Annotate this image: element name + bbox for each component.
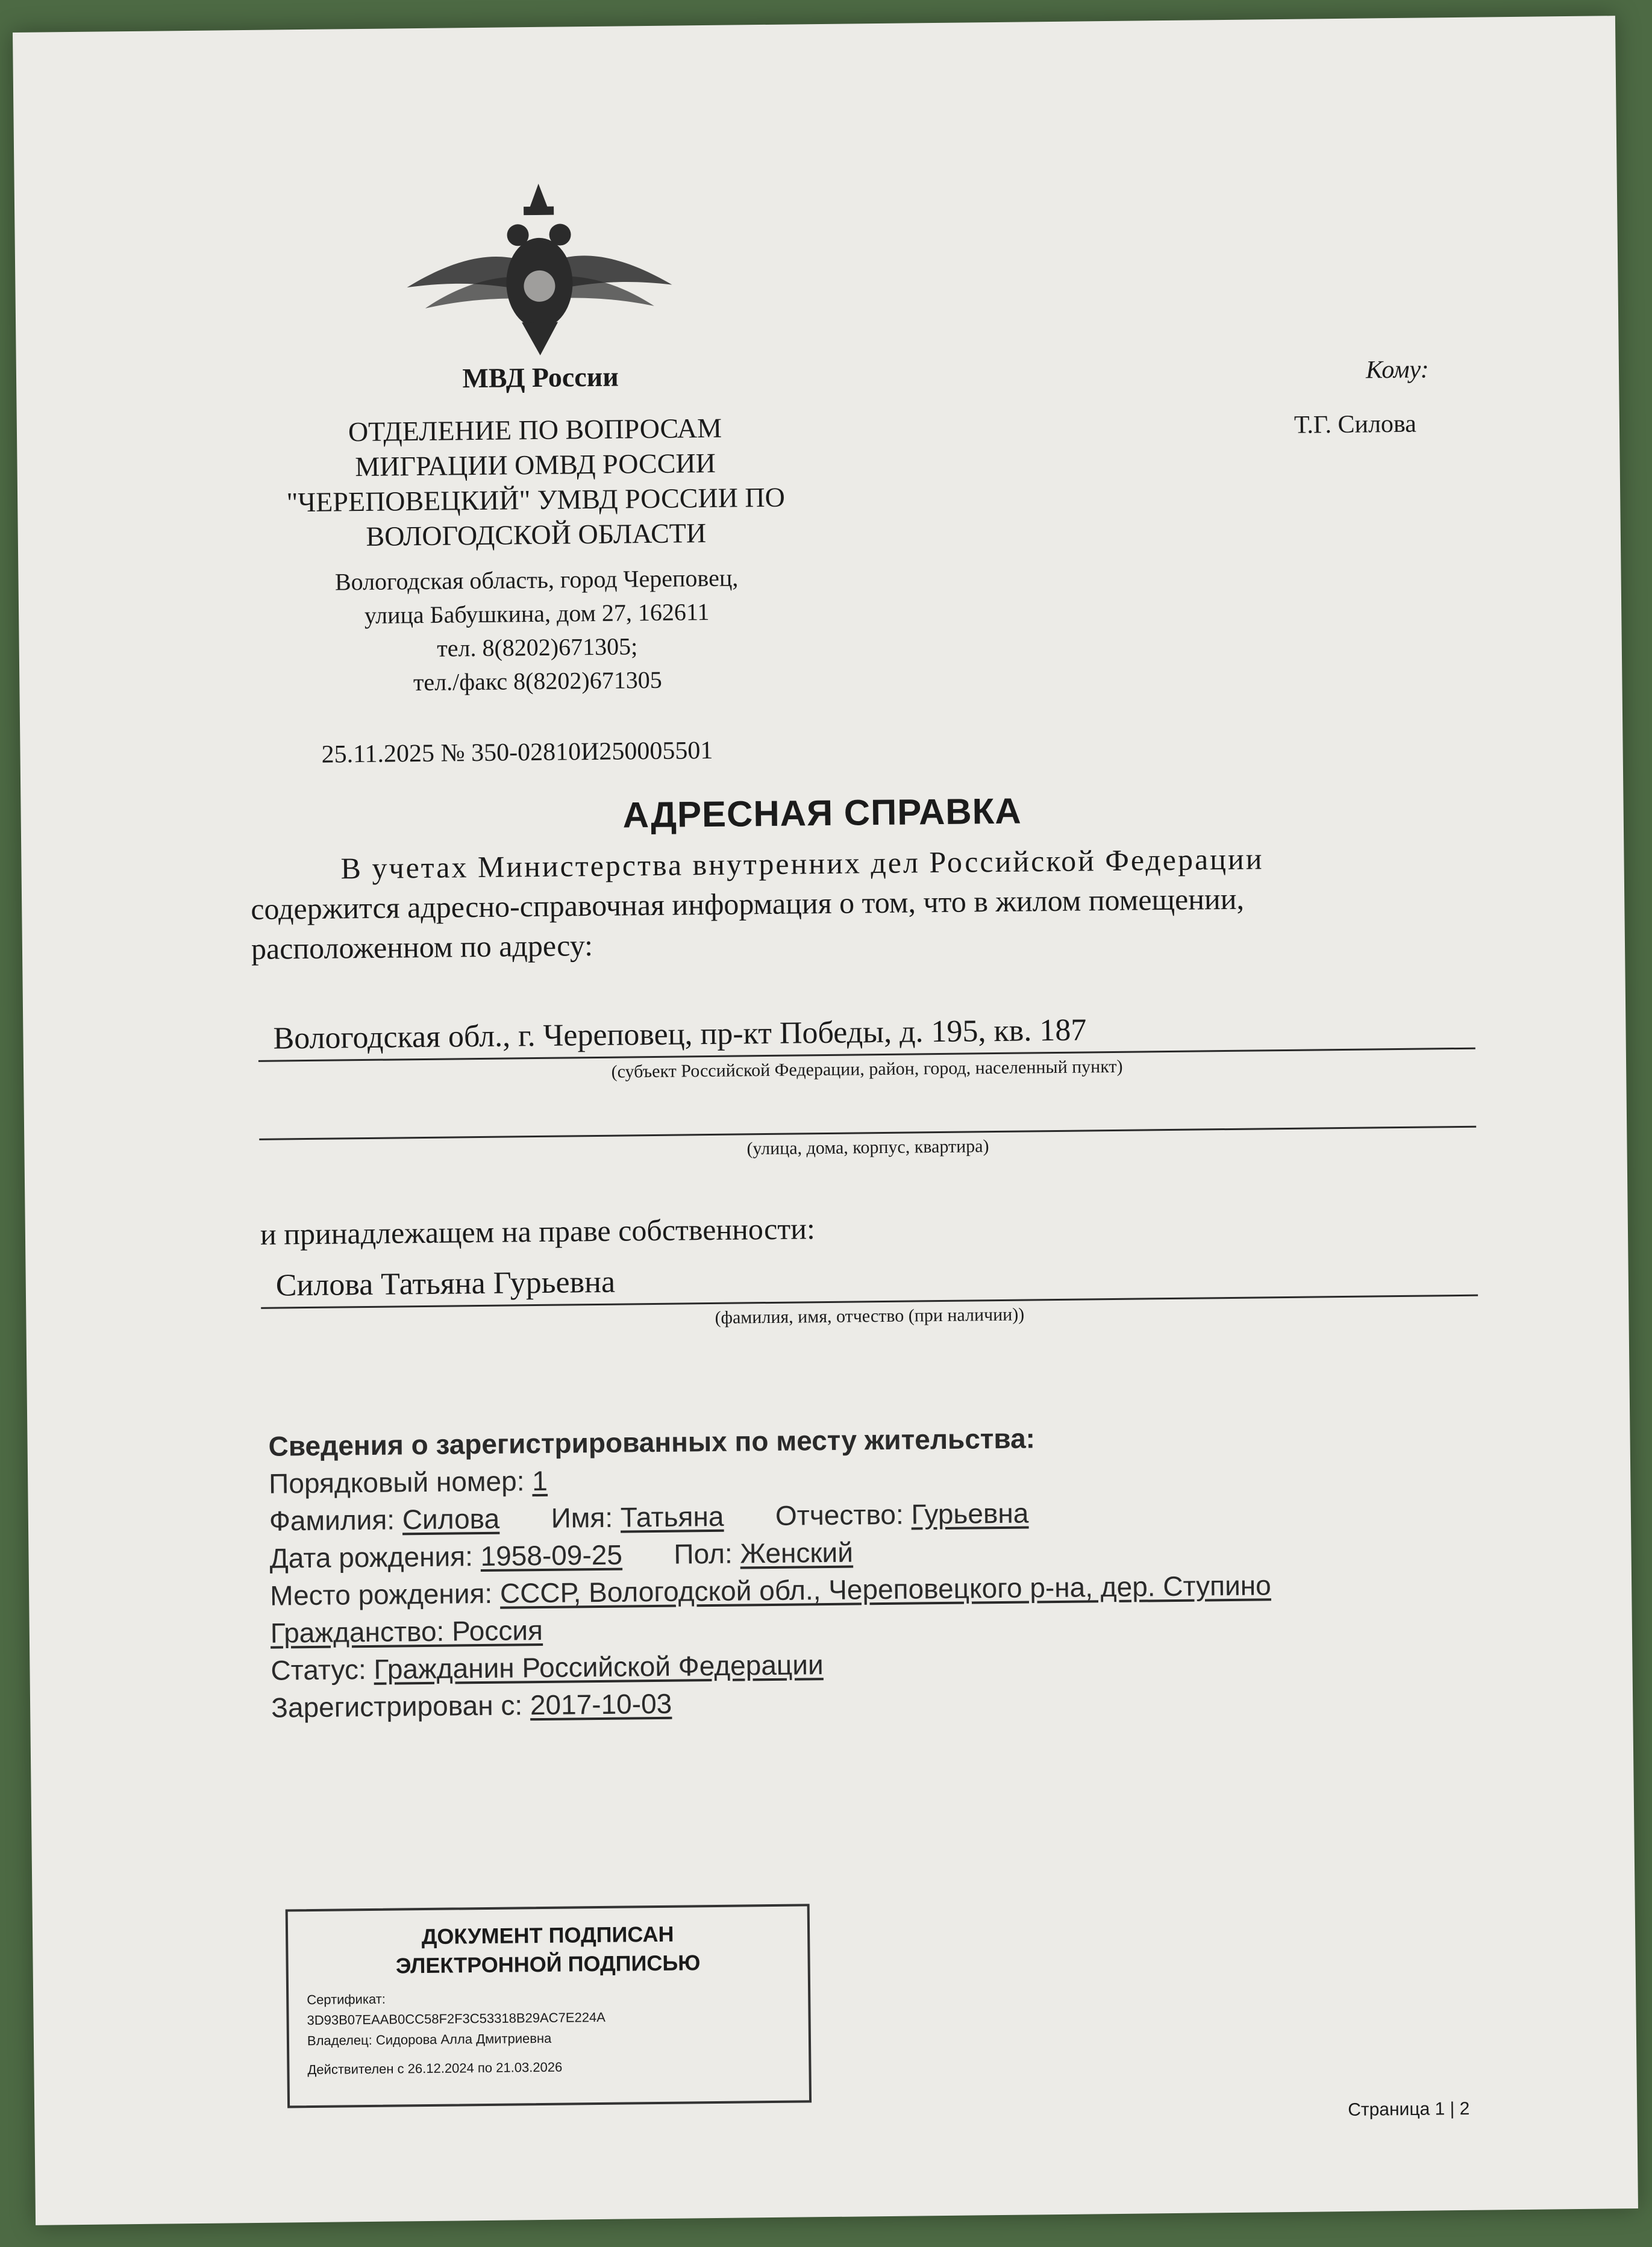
- document-title: АДРЕСНАЯ СПРАВКА: [622, 790, 1022, 836]
- intro-line: В учетах Министерства внутренних дел Российской Федерации: [340, 842, 1264, 886]
- address-line: тел. 8(8202)671305;: [437, 633, 638, 662]
- patronymic-label: Отчество:: [775, 1498, 904, 1531]
- recipient-name: Т.Г. Силова: [1294, 410, 1417, 439]
- registered-persons: [268, 1414, 1536, 1727]
- document-number: 25.11.2025 № 350-02810И250005501: [321, 736, 713, 769]
- birthdate-value: 1958-09-25: [480, 1539, 623, 1572]
- patronymic-value: Гурьевна: [911, 1497, 1029, 1530]
- order-label: Порядковый номер:: [268, 1465, 525, 1499]
- first-name-value: Татьяна: [620, 1500, 724, 1533]
- department-name: [234, 410, 837, 555]
- double-headed-eagle-emblem-icon: [400, 176, 679, 360]
- stamp-title: ЭЛЕКТРОННОЙ ПОДПИСЬЮ: [395, 1950, 701, 1978]
- birthplace-label: Место рождения:: [269, 1577, 493, 1611]
- owner-field: [260, 1252, 1478, 1333]
- citizenship-value: Гражданство: Россия: [270, 1614, 543, 1649]
- registered-since-value: 2017-10-03: [530, 1687, 672, 1721]
- org-name: МВД России: [462, 361, 619, 394]
- stamp-cert-value: 3D93B07EAAB0CC58F2F3C53318B29AC7E224A: [307, 2009, 606, 2028]
- department-line: ОТДЕЛЕНИЕ ПО ВОПРОСАМ: [348, 412, 722, 448]
- owner-label: и принадлежащем на праве собственности:: [260, 1211, 816, 1251]
- recipient-label: Кому:: [1365, 355, 1429, 384]
- birthdate-label: Дата рождения:: [269, 1540, 474, 1574]
- surname-value: Силова: [402, 1502, 500, 1536]
- document-page: [13, 16, 1638, 2225]
- department-address: [235, 560, 839, 701]
- surname-label: Фамилия:: [269, 1504, 395, 1537]
- department-line: ВОЛОГОДСКОЙ ОБЛАСТИ: [366, 517, 707, 552]
- department-line: МИГРАЦИИ ОМВД РОССИИ: [355, 447, 716, 483]
- owner-value: Силова Татьяна Гурьевна: [260, 1252, 1478, 1309]
- stamp-valid: Действителен с 26.12.2024 по 21.03.2026: [307, 2059, 563, 2078]
- status-label: Статус:: [271, 1654, 366, 1686]
- department-line: "ЧЕРЕПОВЕЦКИЙ" УМВД РОССИИ ПО: [286, 481, 786, 518]
- sex-value: Женский: [740, 1536, 854, 1569]
- registered-heading: Сведения о зарегистрированных по месту жительства:: [268, 1422, 1036, 1462]
- intro-paragraph: [250, 837, 1468, 969]
- address-line: улица Бабушкина, дом 27, 162611: [364, 598, 710, 629]
- address-line: тел./факс 8(8202)671305: [413, 666, 662, 696]
- address-caption: (субъект Российской Федерации, район, город, населенный пункт): [611, 1056, 1123, 1082]
- order-value: 1: [531, 1464, 548, 1497]
- street-caption: (улица, дома, корпус, квартира): [746, 1136, 989, 1159]
- electronic-signature-stamp: [286, 1904, 812, 2108]
- street-field: [259, 1090, 1477, 1164]
- page-number: Страница 1 | 2: [1348, 2098, 1470, 2120]
- intro-line: содержится адресно-справочная информация о том, что в жилом помещении,: [250, 881, 1245, 926]
- registered-since-label: Зарегистрирован с:: [271, 1689, 523, 1724]
- sex-label: Пол:: [674, 1537, 733, 1570]
- intro-line: расположенном по адресу:: [251, 928, 593, 966]
- birthplace-value: СССР, Вологодской обл., Череповецкого р-на, дер. Ступино: [499, 1569, 1271, 1609]
- stamp-title: ДОКУМЕНТ ПОДПИСАН: [421, 1921, 674, 1949]
- first-name-label: Имя:: [551, 1501, 613, 1534]
- stamp-owner: Владелец: Сидорова Алла Дмитриевна: [307, 2030, 552, 2049]
- status-value: Гражданин Российской Федерации: [374, 1649, 824, 1685]
- owner-caption: (фамилия, имя, отчество (при наличии)): [715, 1304, 1025, 1328]
- stamp-cert-label: Сертификат:: [307, 1991, 386, 2008]
- address-value: Вологодская обл., г. Череповец, пр-кт Победы, д. 195, кв. 187: [258, 1005, 1475, 1062]
- address-field: [258, 1005, 1475, 1086]
- address-line: Вологодская область, город Череповец,: [334, 564, 739, 596]
